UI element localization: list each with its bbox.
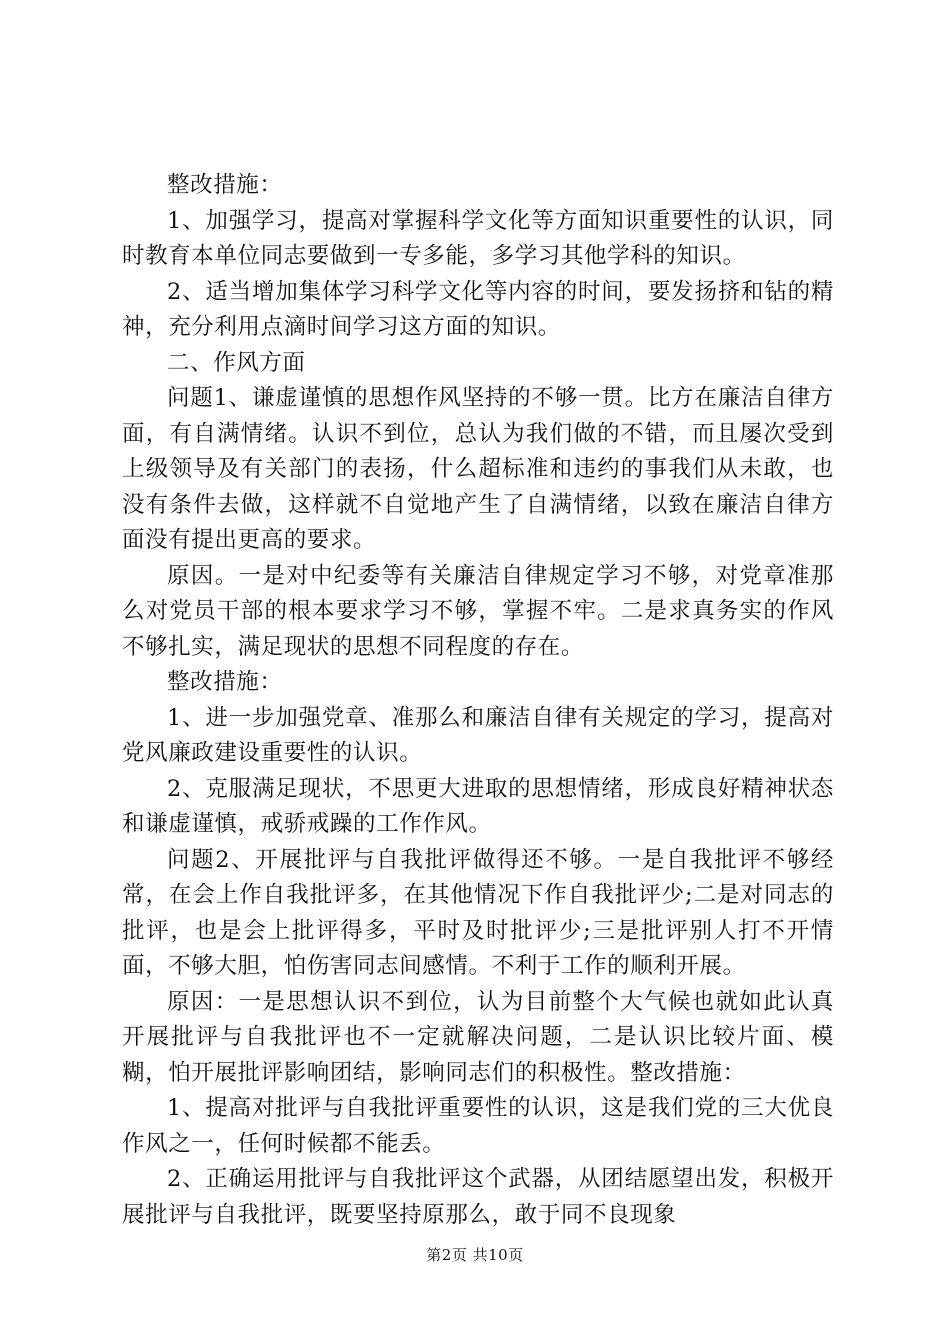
section-heading: 二、作风方面 (167, 349, 306, 376)
paragraph-2: 1、加强学习，提高对掌握科学文化等方面知识重要性的认识，同时教育本单位同志要做到一专多能，多学习其他学科的知识。 (122, 207, 834, 269)
paragraph-10: 问题2、开展批评与自我批评做得还不够。一是自我批评不够经常，在会上作自我批评多，在其他情况下作自我批评少;二是对同志的批评，也是会上批评得多，平时及时批评少;三是批评别人打不开情面，不够大胆，怕伤害同志间感情。不利于工作的顺利开展。 (122, 846, 834, 979)
paragraph-3: 2、适当增加集体学习科学文化等内容的时间，要发扬挤和钻的精神，充分利用点滴时间学习这方面的知识。 (122, 278, 834, 340)
paragraph-9: 2、克服满足现状，不思更大进取的思想情绪，形成良好精神状态和谦虚谨慎，戒骄戒躁的工作作风。 (122, 775, 834, 837)
paragraph-5: 问题1、谦虚谨慎的思想作风坚持的不够一贯。比方在廉洁自律方面，有自满情绪。认识不到位，总认为我们做的不错，而且屡次受到上级领导及有关部门的表扬，什么超标准和违约的事我们从未敢，也没有条件去做，这样就不自觉地产生了自满情绪，以致在廉洁自律方面没有提出更高的要求。 (122, 385, 834, 553)
paragraph-11: 原因：一是思想认识不到位，认为目前整个大气候也就如此认真开展批评与自我批评也不一定就解决问题，二是认识比较片面、模糊，怕开展批评影响团结，影响同志们的积极性。整改措施： (122, 988, 834, 1086)
paragraph-7: 整改措施： (167, 669, 283, 695)
paragraph-6: 原因。一是对中纪委等有关廉洁自律规定学习不够，对党章准那么对党员干部的根本要求学习不够，掌握不牢。二是求真务实的作风不够扎实，满足现状的思想不同程度的存在。 (122, 562, 834, 660)
page-number-footer: 第2页 共10页 (426, 1246, 524, 1264)
paragraph-8: 1、进一步加强党章、准那么和廉洁自律有关规定的学习，提高对党风廉政建设重要性的认识。 (122, 704, 834, 766)
paragraph-12: 1、提高对批评与自我批评重要性的认识，这是我们党的三大优良作风之一，任何时候都不能丢。 (122, 1095, 834, 1157)
document-body (122, 168, 834, 1233)
paragraph-13: 2、正确运用批评与自我批评这个武器，从团结愿望出发，积极开展批评与自我批评，既要坚持原那么，敢于同不良现象 (122, 1166, 834, 1228)
paragraph-1: 整改措施： (167, 172, 283, 198)
